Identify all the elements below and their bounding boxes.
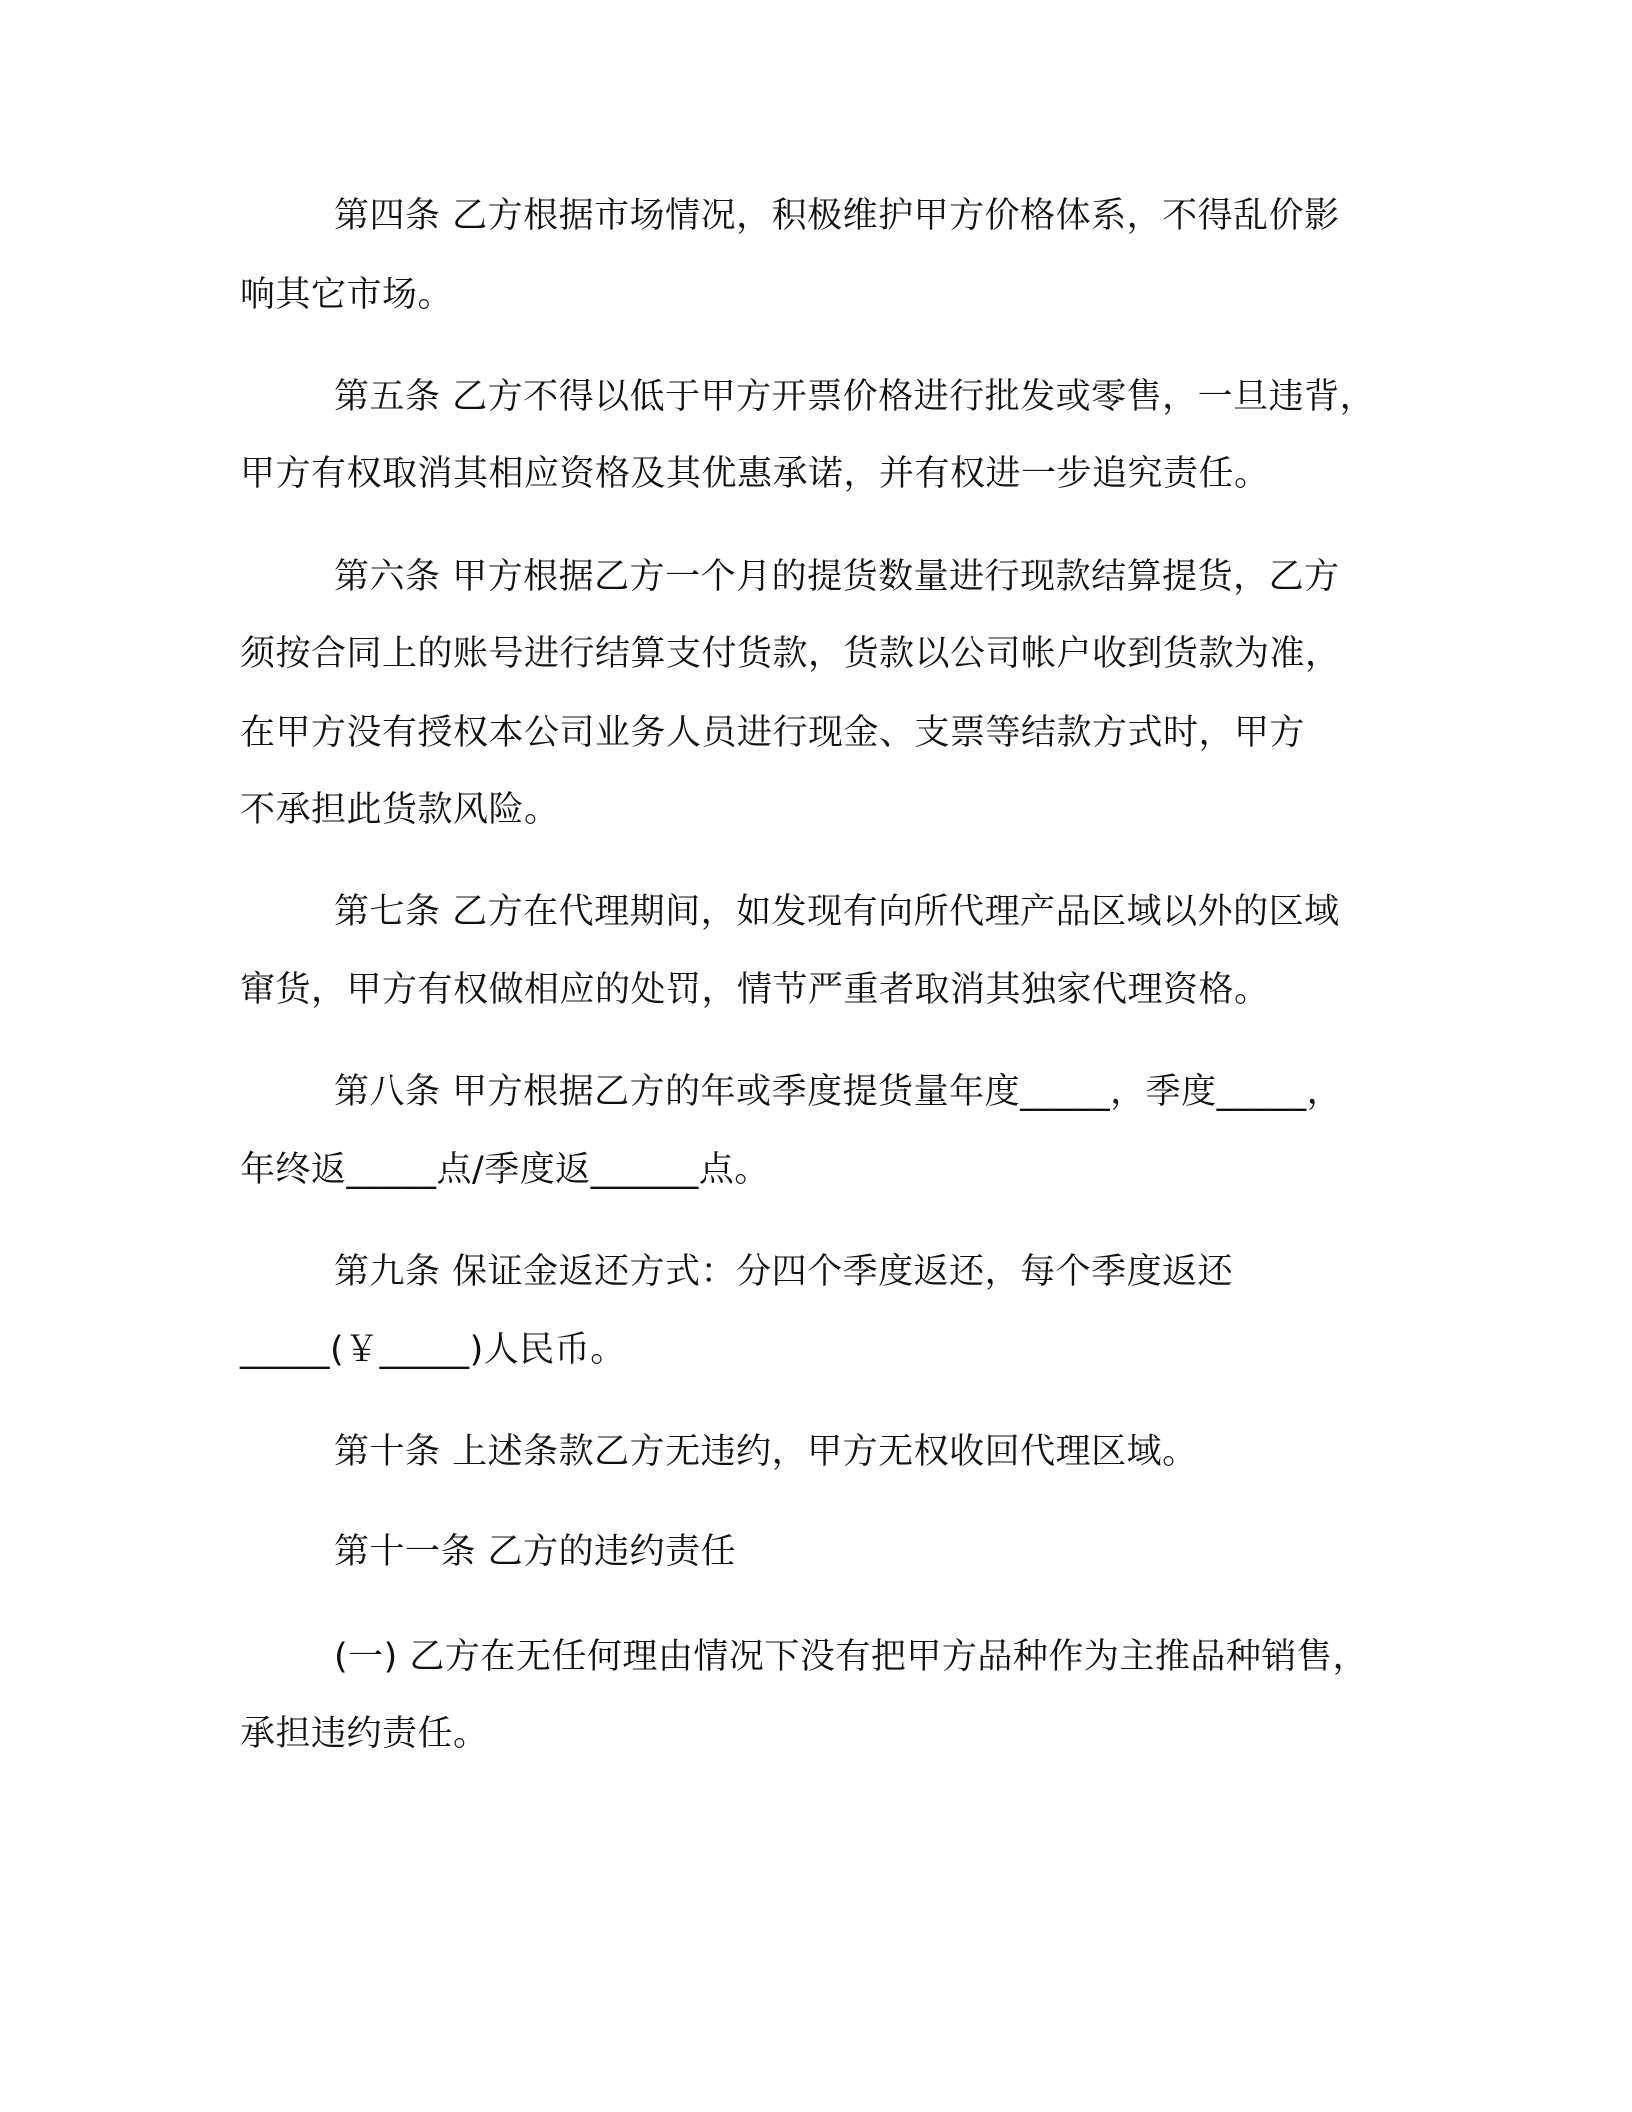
article-11-item-1-line-1: (一) 乙方在无任何理由情况下没有把甲方品种作为主推品种销售， [334,1637,1368,1677]
article-6-line-4: 不承担此货款风险。 [240,790,560,830]
article-5-line-2: 甲方有权取消其相应资格及其优惠承诺，并有权进一步追究责任。 [240,454,1270,494]
article-6-line-1: 第六条 甲方根据乙方一个月的提货数量进行现款结算提货，乙方 [334,557,1340,597]
article-5-line-1: 第五条 乙方不得以低于甲方开票价格进行批发或零售，一旦违背， [334,377,1376,417]
article-11-item-1-line-2: 承担违约责任。 [240,1714,489,1754]
article-8-line-1: 第八条 甲方根据乙方的年或季度提货量年度_____，季度_____， [334,1072,1343,1112]
article-11-line-1: 第十一条 乙方的违约责任 [334,1532,737,1572]
article-7-line-2: 窜货，甲方有权做相应的处罚，情节严重者取消其独家代理资格。 [240,970,1270,1010]
article-7-line-1: 第七条 乙方在代理期间，如发现有向所代理产品区域以外的区域 [334,892,1340,932]
article-4-line-2: 响其它市场。 [240,275,454,315]
article-6-line-2: 须按合同上的账号进行结算支付货款，货款以公司帐户收到货款为准， [240,634,1341,674]
article-9-line-2: _____(￥_____)人民币。 [240,1330,626,1370]
article-4-line-1: 第四条 乙方根据市场情况，积极维护甲方价格体系，不得乱价影 [334,196,1340,236]
article-10-line-1: 第十条 上述条款乙方无违约，甲方无权收回代理区域。 [334,1432,1198,1472]
article-9-line-1: 第九条 保证金返还方式：分四个季度返还，每个季度返还 [334,1252,1234,1292]
article-6-line-3: 在甲方没有授权本公司业务人员进行现金、支票等结款方式时，甲方 [240,713,1306,753]
article-8-line-2: 年终返_____点/季度返______点。 [240,1150,770,1190]
